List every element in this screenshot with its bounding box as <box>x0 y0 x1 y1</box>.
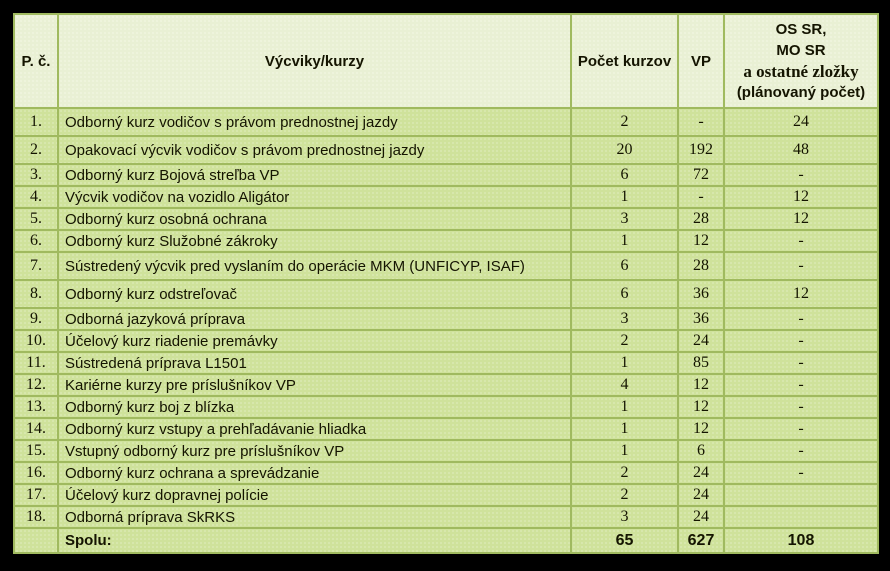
row-number-cell: 8. <box>14 280 58 308</box>
vp-hours-cell: 12 <box>678 418 724 440</box>
course-name-cell: Odborný kurz vstupy a prehľadávanie hliadka <box>58 418 571 440</box>
table-row <box>14 230 878 252</box>
row-number-cell: 10. <box>14 330 58 352</box>
table-row <box>14 252 878 280</box>
planned-count-cell: - <box>724 396 878 418</box>
total-row <box>14 528 878 553</box>
header-cell-number: P. č. <box>14 14 58 108</box>
table-row <box>14 330 878 352</box>
planned-count-cell: 24 <box>724 108 878 136</box>
course-count-cell: 1 <box>571 418 678 440</box>
vp-hours-cell: 12 <box>678 230 724 252</box>
table-row <box>14 374 878 396</box>
training-courses-table <box>13 13 879 554</box>
vp-hours-cell: 28 <box>678 252 724 280</box>
header-cell-vp: VP <box>678 14 724 108</box>
course-count-cell: 3 <box>571 506 678 528</box>
row-number-cell: 2. <box>14 136 58 164</box>
planned-count-cell: 12 <box>724 186 878 208</box>
course-name-cell: Odborná príprava SkRKS <box>58 506 571 528</box>
row-number-cell: 6. <box>14 230 58 252</box>
row-number-cell: 12. <box>14 374 58 396</box>
course-name-cell: Odborný kurz boj z blízka <box>58 396 571 418</box>
table-row <box>14 440 878 462</box>
total-course-count: 65 <box>571 528 678 553</box>
table-row <box>14 208 878 230</box>
table-row <box>14 418 878 440</box>
course-name-cell: Odborný kurz Bojová streľba VP <box>58 164 571 186</box>
row-number-cell: 18. <box>14 506 58 528</box>
course-count-cell: 6 <box>571 280 678 308</box>
vp-hours-cell: - <box>678 108 724 136</box>
table-row <box>14 352 878 374</box>
course-name-cell: Kariérne kurzy pre príslušníkov VP <box>58 374 571 396</box>
planned-count-cell: - <box>724 352 878 374</box>
course-name-cell: Sústredený výcvik pred vyslaním do operácie MKM (UNFICYP, ISAF) <box>58 252 571 280</box>
total-empty-cell <box>14 528 58 553</box>
total-vp: 627 <box>678 528 724 553</box>
total-planned-count: 108 <box>724 528 878 553</box>
course-count-cell: 6 <box>571 252 678 280</box>
course-count-cell: 3 <box>571 208 678 230</box>
planned-count-cell: - <box>724 252 878 280</box>
vp-hours-cell: 192 <box>678 136 724 164</box>
header-line-ostatne-zlozky: a ostatné zložky <box>743 62 859 81</box>
table-row <box>14 462 878 484</box>
table-row <box>14 186 878 208</box>
vp-hours-cell: 24 <box>678 462 724 484</box>
row-number-cell: 1. <box>14 108 58 136</box>
planned-count-cell: 12 <box>724 280 878 308</box>
planned-count-cell <box>724 484 878 506</box>
course-name-cell: Opakovací výcvik vodičov s právom prednostnej jazdy <box>58 136 571 164</box>
planned-count-cell: - <box>724 374 878 396</box>
row-number-cell: 9. <box>14 308 58 330</box>
row-number-cell: 13. <box>14 396 58 418</box>
vp-hours-cell: 36 <box>678 280 724 308</box>
vp-hours-cell: - <box>678 186 724 208</box>
course-count-cell: 2 <box>571 462 678 484</box>
header-cell-courses: Výcviky/kurzy <box>58 14 571 108</box>
vp-hours-cell: 28 <box>678 208 724 230</box>
header-cell-planned-count <box>724 14 878 108</box>
planned-count-cell: - <box>724 230 878 252</box>
course-name-cell: Odborná jazyková príprava <box>58 308 571 330</box>
course-name-cell: Odborný kurz ochrana a sprevádzanie <box>58 462 571 484</box>
course-name-cell: Výcvik vodičov na vozidlo Aligátor <box>58 186 571 208</box>
row-number-cell: 15. <box>14 440 58 462</box>
vp-hours-cell: 12 <box>678 374 724 396</box>
vp-hours-cell: 36 <box>678 308 724 330</box>
course-count-cell: 6 <box>571 164 678 186</box>
row-number-cell: 17. <box>14 484 58 506</box>
course-name-cell: Odborný kurz osobná ochrana <box>58 208 571 230</box>
planned-count-cell: - <box>724 418 878 440</box>
planned-count-cell: 48 <box>724 136 878 164</box>
planned-count-cell: - <box>724 330 878 352</box>
vp-hours-cell: 6 <box>678 440 724 462</box>
table-row <box>14 280 878 308</box>
course-count-cell: 2 <box>571 330 678 352</box>
row-number-cell: 3. <box>14 164 58 186</box>
vp-hours-cell: 24 <box>678 506 724 528</box>
table-header <box>14 14 878 108</box>
table-body <box>14 108 878 553</box>
planned-count-cell <box>724 506 878 528</box>
course-name-cell: Účelový kurz dopravnej polície <box>58 484 571 506</box>
planned-count-cell: - <box>724 164 878 186</box>
row-number-cell: 5. <box>14 208 58 230</box>
table-row <box>14 506 878 528</box>
course-name-cell: Účelový kurz riadenie premávky <box>58 330 571 352</box>
course-name-cell: Vstupný odborný kurz pre príslušníkov VP <box>58 440 571 462</box>
course-count-cell: 2 <box>571 108 678 136</box>
header-cell-course-count: Počet kurzov <box>571 14 678 108</box>
course-count-cell: 1 <box>571 440 678 462</box>
table-row <box>14 308 878 330</box>
row-number-cell: 4. <box>14 186 58 208</box>
course-count-cell: 1 <box>571 186 678 208</box>
course-name-cell: Sústredená príprava L1501 <box>58 352 571 374</box>
course-name-cell: Odborný kurz vodičov s právom prednostnej jazdy <box>58 108 571 136</box>
vp-hours-cell: 24 <box>678 484 724 506</box>
course-count-cell: 4 <box>571 374 678 396</box>
vp-hours-cell: 85 <box>678 352 724 374</box>
course-count-cell: 1 <box>571 396 678 418</box>
row-number-cell: 7. <box>14 252 58 280</box>
course-count-cell: 1 <box>571 352 678 374</box>
header-line-mo-sr: MO SR <box>776 42 826 59</box>
table-row <box>14 136 878 164</box>
course-name-cell: Odborný kurz Služobné zákroky <box>58 230 571 252</box>
table-row <box>14 108 878 136</box>
vp-hours-cell: 12 <box>678 396 724 418</box>
course-count-cell: 20 <box>571 136 678 164</box>
total-label: Spolu: <box>58 528 571 553</box>
planned-count-cell: - <box>724 308 878 330</box>
course-count-cell: 3 <box>571 308 678 330</box>
header-row <box>14 14 878 108</box>
course-count-cell: 1 <box>571 230 678 252</box>
planned-count-cell: - <box>724 440 878 462</box>
course-count-cell: 2 <box>571 484 678 506</box>
row-number-cell: 16. <box>14 462 58 484</box>
table-row <box>14 484 878 506</box>
row-number-cell: 11. <box>14 352 58 374</box>
planned-count-cell: - <box>724 462 878 484</box>
table-row <box>14 396 878 418</box>
table-row <box>14 164 878 186</box>
row-number-cell: 14. <box>14 418 58 440</box>
vp-hours-cell: 72 <box>678 164 724 186</box>
header-planned-count-lines <box>725 19 877 103</box>
planned-count-cell: 12 <box>724 208 878 230</box>
course-name-cell: Odborný kurz odstreľovač <box>58 280 571 308</box>
header-line-planovany-pocet: (plánovaný počet) <box>736 84 866 101</box>
vp-hours-cell: 24 <box>678 330 724 352</box>
header-line-os-sr: OS SR, <box>775 21 827 38</box>
